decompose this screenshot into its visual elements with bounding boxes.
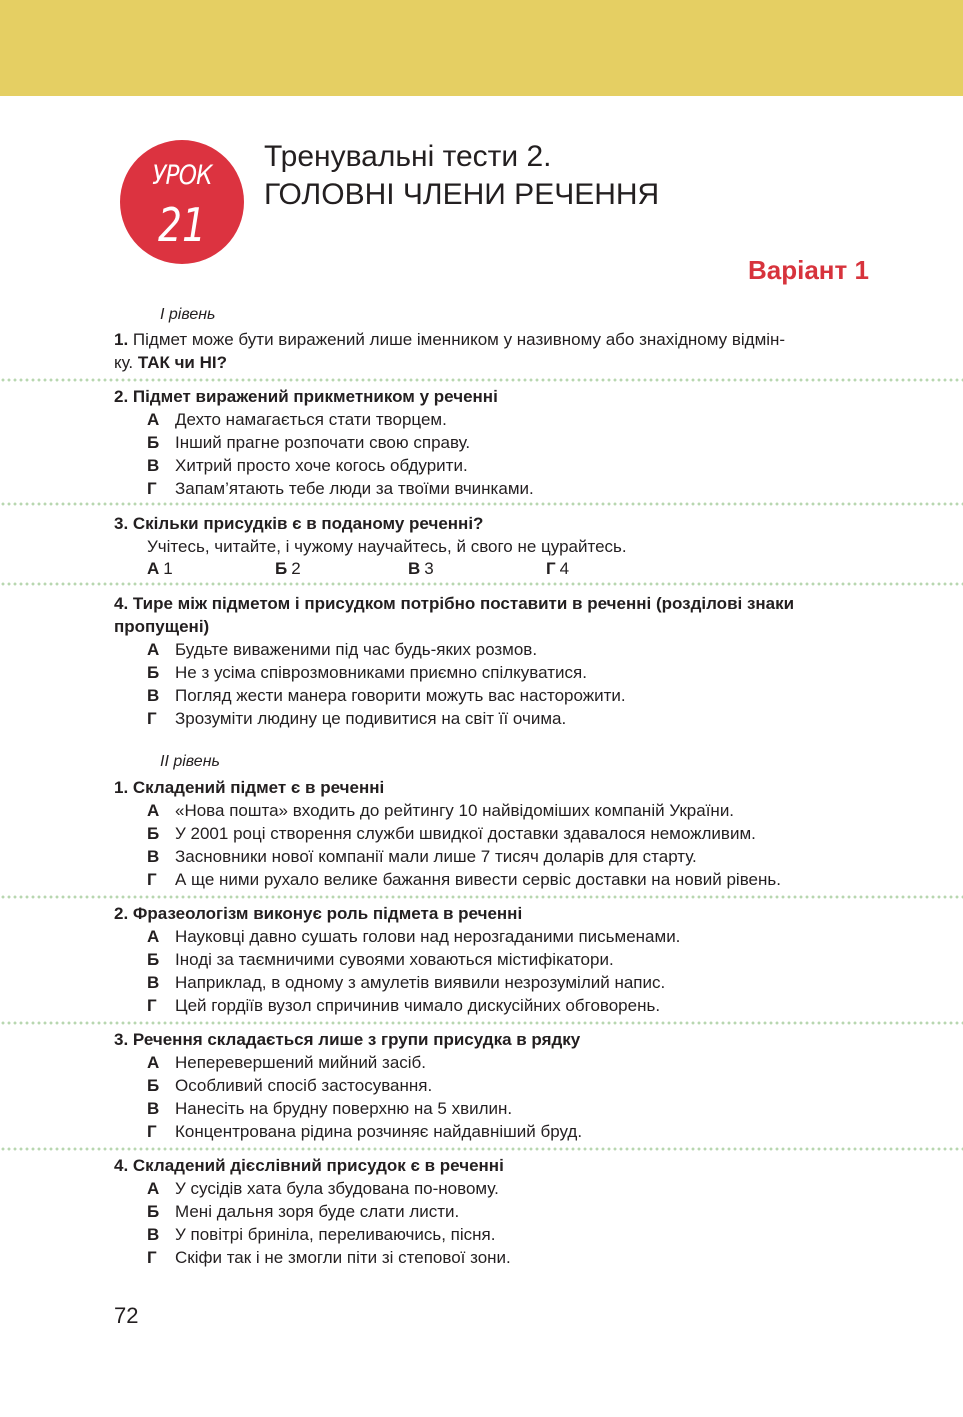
dotted-separator (0, 582, 963, 586)
level-1-label: І рівень (160, 306, 216, 323)
answer-option[interactable]: А Будьте виваженими під час будь-яких розмов. (147, 640, 538, 659)
question-1-1 (114, 328, 879, 374)
answer-option[interactable]: В Погляд жести манера говорити можуть вас насторожити. (147, 686, 626, 705)
answer-option[interactable]: Г Цей гордіїв вузол спричинив чимало дискусійних обговорень. (147, 996, 661, 1015)
answer-option[interactable]: В 3 (408, 559, 434, 578)
answer-option[interactable]: Г Скіфи так і не змогли піти зі степової зони. (147, 1248, 511, 1267)
dotted-separator (0, 895, 963, 899)
question-1-3-title: 3. Скільки присудків є в поданому реченні? (114, 514, 484, 533)
answer-option[interactable]: А У сусідів хата була збудована по-новому. (147, 1179, 499, 1198)
question-number: 1. (114, 330, 129, 349)
answer-option[interactable]: А 1 (147, 559, 173, 578)
answer-option[interactable]: Г Запам’ятають тебе люди за твоїми вчинками. (147, 479, 534, 498)
dotted-separator (0, 378, 963, 382)
variant-heading: Варіант 1 (748, 255, 869, 285)
answer-option[interactable]: Б Іноді за таємничими сувоями ховаються містифікатори. (147, 950, 614, 969)
question-1-2-title: 2. Підмет виражений прикметником у реченні (114, 387, 498, 406)
answer-option[interactable]: А «Нова пошта» входить до рейтингу 10 найвідоміших компаній України. (147, 801, 735, 820)
answer-option[interactable]: В У повітрі бриніла, переливаючись, пісня. (147, 1225, 496, 1244)
answer-option[interactable]: Б Інший прагне розпочати свою справу. (147, 433, 471, 452)
answer-option[interactable]: Б У 2001 році створення служби швидкої доставки здавалося неможливим. (147, 824, 756, 843)
question-text: Підмет може бути виражений лише іменником у називному або знахідному відмін- (128, 330, 786, 349)
question-answer-prompt: ТАК чи НІ? (137, 353, 227, 372)
page-number: 72 (114, 1303, 139, 1328)
answer-option[interactable]: В Наприклад, в одному з амулетів виявили незрозумілий напис. (147, 973, 666, 992)
lesson-badge-number: 21 (157, 198, 206, 252)
top-color-band (0, 0, 963, 96)
level-2-label: ІІ рівень (160, 753, 220, 770)
answer-option[interactable]: Г Зрозуміти людину це подивитися на світ її очима. (147, 709, 567, 728)
answer-option[interactable]: Б Мені дальня зоря буде слати листи. (147, 1202, 460, 1221)
lesson-title-line2: ГОЛОВНІ ЧЛЕНИ РЕЧЕННЯ (264, 178, 660, 211)
question-2-2-title: 2. Фразеологізм виконує роль підмета в реченні (114, 904, 523, 923)
answer-option[interactable]: А Науковці давно сушать голови над нерозгаданими письменами. (147, 927, 681, 946)
answer-option[interactable]: Г А ще ними рухало велике бажання вивести сервіс доставки на новий рівень. (147, 870, 781, 889)
lesson-badge-word: УРОК (152, 160, 212, 191)
lesson-title (264, 138, 659, 214)
answer-option[interactable]: Г Концентрована рідина розчиняє найдавніший бруд. (147, 1122, 583, 1141)
answer-option[interactable]: В Нанесіть на брудну поверхню на 5 хвилин. (147, 1099, 513, 1118)
question-text-cont: ку. (114, 353, 138, 372)
answer-option[interactable]: А Неперевершений мийний засіб. (147, 1053, 427, 1072)
lesson-title-line1: Тренувальні тести 2. (264, 140, 552, 173)
answer-option[interactable]: Б 2 (275, 559, 301, 578)
question-2-1-title: 1. Складений підмет є в реченні (114, 778, 385, 797)
dotted-separator (0, 1147, 963, 1151)
answer-option[interactable]: В Хитрий просто хоче когось обдурити. (147, 456, 468, 475)
question-sentence: Учітесь, читайте, і чужому научайтесь, й свого не цурайтесь. (147, 537, 627, 556)
dotted-separator (0, 502, 963, 506)
answer-option[interactable]: В Засновники нової компанії мали лише 7 тисяч доларів для старту. (147, 847, 697, 866)
dotted-separator (0, 1021, 963, 1025)
question-2-4-title: 4. Складений дієслівний присудок є в реченні (114, 1156, 504, 1175)
question-1-4-title: 4. Тире між підметом і присудком потрібно поставити в реченні (розділові знаки пропущені) (114, 594, 795, 636)
answer-option[interactable]: Г 4 (546, 559, 570, 578)
answer-option[interactable]: А Дехто намагається стати творцем. (147, 410, 447, 429)
answer-option[interactable]: Б Особливий спосіб застосування. (147, 1076, 433, 1095)
question-2-3-title: 3. Речення складається лише з групи присудка в рядку (114, 1030, 581, 1049)
answer-option[interactable]: Б Не з усіма співрозмовниками приємно спілкуватися. (147, 663, 587, 682)
lesson-badge (120, 140, 244, 264)
